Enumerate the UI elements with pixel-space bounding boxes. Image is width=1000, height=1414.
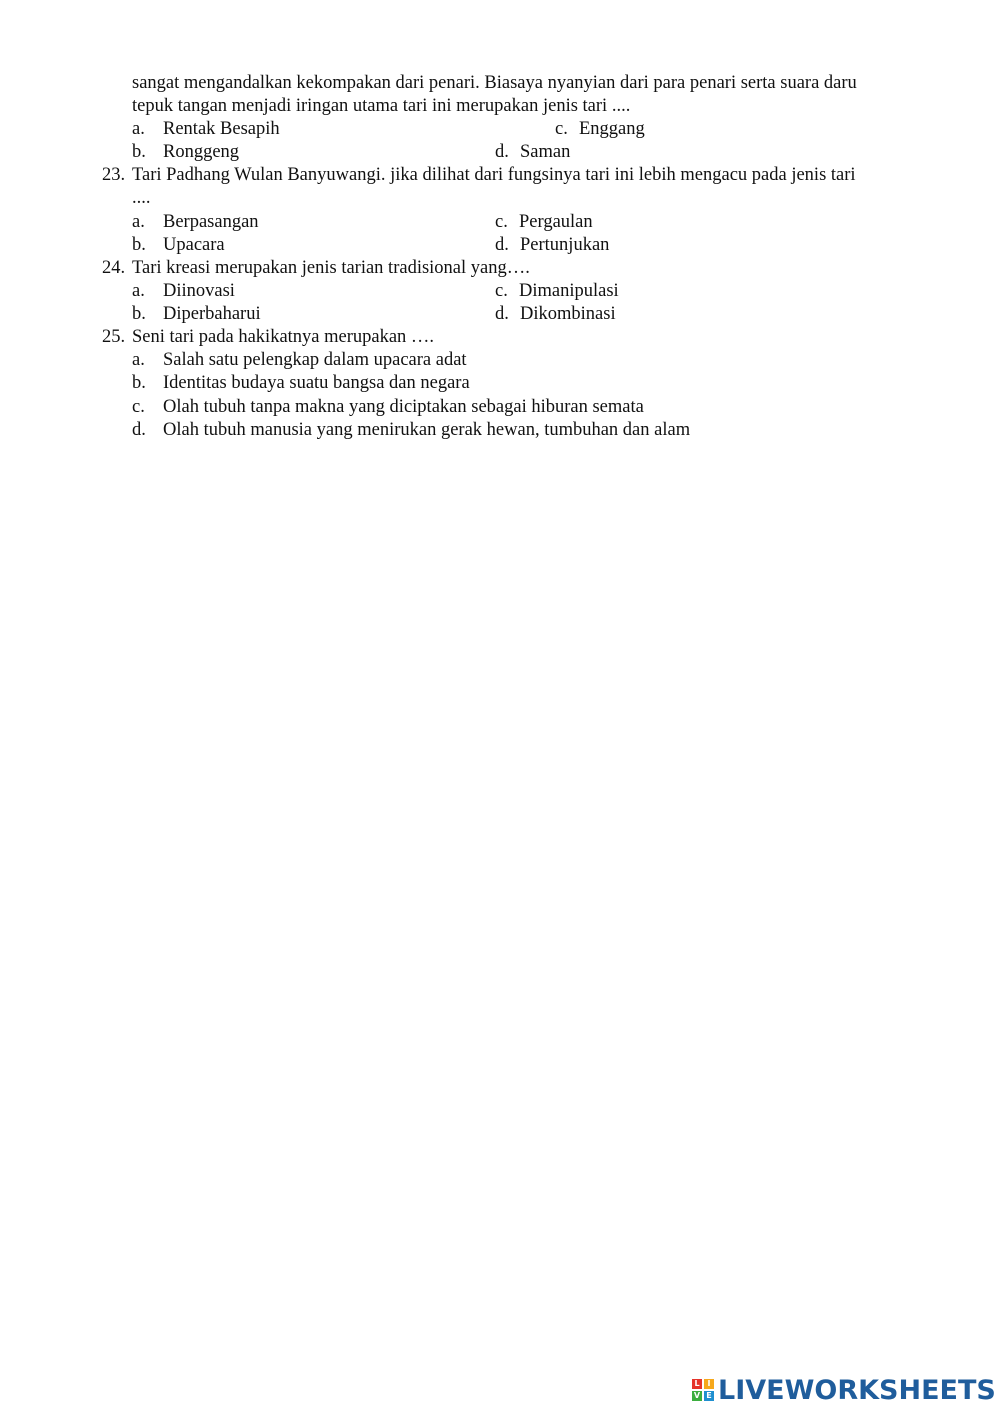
q23-option-a (132, 211, 259, 234)
q24-option-b (132, 303, 261, 326)
q25-number: 25. (102, 327, 126, 347)
option-text: Rentak Besapih (163, 119, 280, 139)
option-letter: b. (132, 304, 146, 324)
option-letter: c. (495, 281, 508, 301)
q25-option-d (132, 419, 691, 442)
q25-option-a (132, 349, 467, 372)
option-text: Dimanipulasi (519, 281, 619, 301)
logo-tiles-icon (692, 1379, 714, 1401)
q25-option-b (132, 372, 470, 395)
option-text: Pergaulan (519, 212, 593, 232)
q22-option-a (132, 118, 280, 141)
logo-tile: E (704, 1391, 714, 1401)
logo-wordmark: LIVEWORKSHEETS (718, 1374, 996, 1406)
logo-tile: I (704, 1379, 714, 1389)
option-text: Diinovasi (163, 281, 235, 301)
q22-continuation-line-1: sangat mengandalkan kekompakan dari penari. Biasaya nyanyian dari para penari serta suara daru (132, 73, 857, 93)
option-text: Olah tubuh manusia yang menirukan gerak hewan, tumbuhan dan alam (163, 420, 691, 440)
q23-stem-line-1: Tari Padhang Wulan Banyuwangi. jika dilihat dari fungsinya tari ini lebih mengacu pada jenis tari (132, 165, 856, 185)
q25-stem: Seni tari pada hakikatnya merupakan …. (132, 327, 435, 347)
q24-option-d (495, 303, 616, 326)
option-letter: b. (132, 235, 146, 255)
q24-number: 24. (102, 258, 126, 278)
q24-option-a (132, 280, 235, 303)
option-text: Identitas budaya suatu bangsa dan negara (163, 373, 470, 393)
liveworksheets-logo (692, 1374, 996, 1406)
option-text: Saman (520, 142, 571, 162)
option-letter: d. (132, 420, 146, 440)
option-text: Berpasangan (163, 212, 259, 232)
q23-option-b (132, 234, 225, 257)
option-text: Pertunjukan (520, 235, 610, 255)
option-letter: a. (132, 350, 145, 370)
q24-option-c (495, 280, 619, 303)
q22-option-c (555, 118, 645, 141)
q22-continuation-line-2: tepuk tangan menjadi iringan utama tari ini merupakan jenis tari .... (132, 96, 631, 116)
option-letter: c. (132, 397, 145, 417)
option-letter: c. (495, 212, 508, 232)
option-text: Dikombinasi (520, 304, 616, 324)
option-letter: a. (132, 212, 145, 232)
q23-stem-line-2: .... (132, 188, 151, 208)
q23-option-d (495, 234, 610, 257)
option-letter: d. (495, 235, 509, 255)
option-letter: d. (495, 142, 509, 162)
q25-option-c (132, 396, 644, 419)
option-text: Upacara (163, 235, 225, 255)
option-text: Ronggeng (163, 142, 240, 162)
option-letter: a. (132, 281, 145, 301)
option-text: Olah tubuh tanpa makna yang diciptakan sebagai hiburan semata (163, 397, 644, 417)
option-text: Enggang (579, 119, 645, 139)
option-text: Diperbaharui (163, 304, 261, 324)
q22-option-d (495, 141, 571, 164)
option-letter: a. (132, 119, 145, 139)
q23-option-c (495, 211, 593, 234)
q24-stem: Tari kreasi merupakan jenis tarian tradisional yang…. (132, 258, 530, 278)
option-letter: d. (495, 304, 509, 324)
option-letter: b. (132, 142, 146, 162)
q23-number: 23. (102, 165, 126, 185)
logo-tile: L (692, 1379, 702, 1389)
q22-option-b (132, 141, 240, 164)
option-letter: c. (555, 119, 568, 139)
option-letter: b. (132, 373, 146, 393)
option-text: Salah satu pelengkap dalam upacara adat (163, 350, 467, 370)
logo-tile: V (693, 1391, 701, 1400)
